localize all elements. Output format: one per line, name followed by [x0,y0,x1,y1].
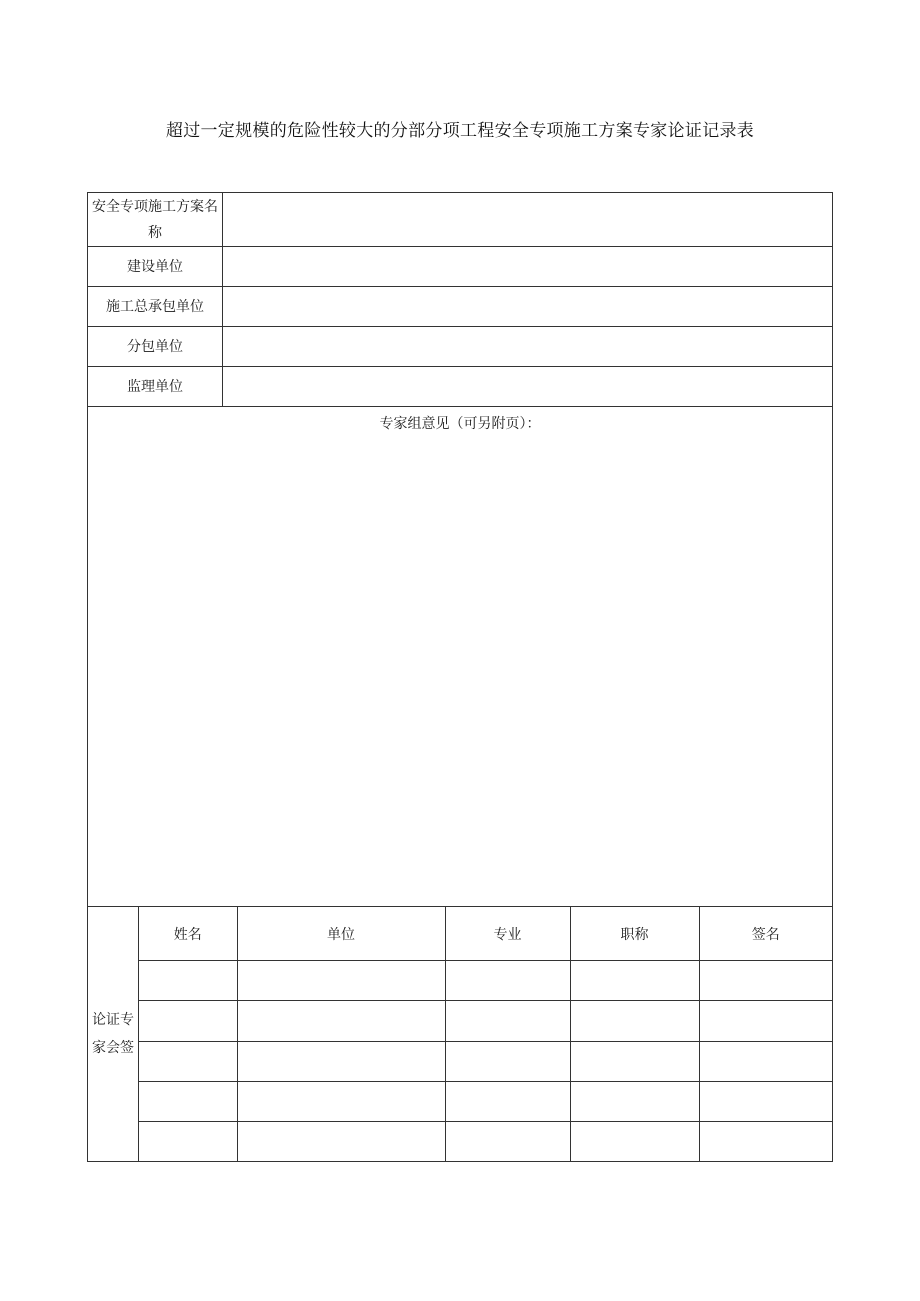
construction-unit-row [88,247,832,287]
table-row [139,961,832,1001]
construction-unit-field[interactable] [223,247,832,286]
expert-unit-cell[interactable] [237,1001,445,1041]
expert-unit-cell[interactable] [237,1081,445,1121]
expert-title-cell[interactable] [570,1081,699,1121]
table-row [139,1121,832,1161]
col-title-header: 职称 [570,907,699,961]
expert-opinion-section [88,407,832,907]
construction-unit-label: 建设单位 [88,247,223,286]
col-signature-header: 签名 [699,907,832,961]
general-contractor-row [88,287,832,327]
table-row [139,1001,832,1041]
expert-specialty-cell[interactable] [445,1041,570,1081]
expert-signature-cell[interactable] [699,1121,832,1161]
expert-signoff-section [88,907,832,1161]
general-contractor-label: 施工总承包单位 [88,287,223,326]
scheme-name-field[interactable] [223,193,832,246]
expert-specialty-cell[interactable] [445,961,570,1001]
expert-unit-cell[interactable] [237,1041,445,1081]
expert-signature-cell[interactable] [699,1041,832,1081]
record-form [87,192,833,1162]
expert-unit-cell[interactable] [237,1121,445,1161]
expert-title-cell[interactable] [570,961,699,1001]
col-name-header: 姓名 [139,907,237,961]
subcontractor-label: 分包单位 [88,327,223,366]
expert-name-cell[interactable] [139,1041,237,1081]
expert-signature-cell[interactable] [699,1081,832,1121]
expert-name-cell[interactable] [139,1001,237,1041]
col-unit-header: 单位 [237,907,445,961]
signoff-header-row [139,907,832,961]
expert-specialty-cell[interactable] [445,1121,570,1161]
expert-name-cell[interactable] [139,1081,237,1121]
scheme-name-label: 安全专项施工方案名称 [88,193,223,246]
expert-signature-cell[interactable] [699,961,832,1001]
expert-specialty-cell[interactable] [445,1081,570,1121]
expert-opinion-field[interactable] [88,437,832,906]
expert-signoff-label: 论证专家会签 [88,907,139,1161]
expert-signature-cell[interactable] [699,1001,832,1041]
expert-name-cell[interactable] [139,1121,237,1161]
expert-name-cell[interactable] [139,961,237,1001]
supervision-unit-field[interactable] [223,367,832,406]
scheme-name-row [88,193,832,247]
expert-title-cell[interactable] [570,1121,699,1161]
supervision-unit-row [88,367,832,407]
general-contractor-field[interactable] [223,287,832,326]
expert-unit-cell[interactable] [237,961,445,1001]
table-row [139,1041,832,1081]
expert-signoff-table [139,907,832,1161]
expert-opinion-label: 专家组意见（可另附页）： [379,416,541,432]
col-specialty-header: 专业 [445,907,570,961]
expert-title-cell[interactable] [570,1041,699,1081]
expert-specialty-cell[interactable] [445,1001,570,1041]
expert-title-cell[interactable] [570,1001,699,1041]
subcontractor-field[interactable] [223,327,832,366]
subcontractor-row [88,327,832,367]
table-row [139,1081,832,1121]
form-title: 超过一定规模的危险性较大的分部分项工程安全专项施工方案专家论证记录表 [165,121,755,141]
supervision-unit-label: 监理单位 [88,367,223,406]
